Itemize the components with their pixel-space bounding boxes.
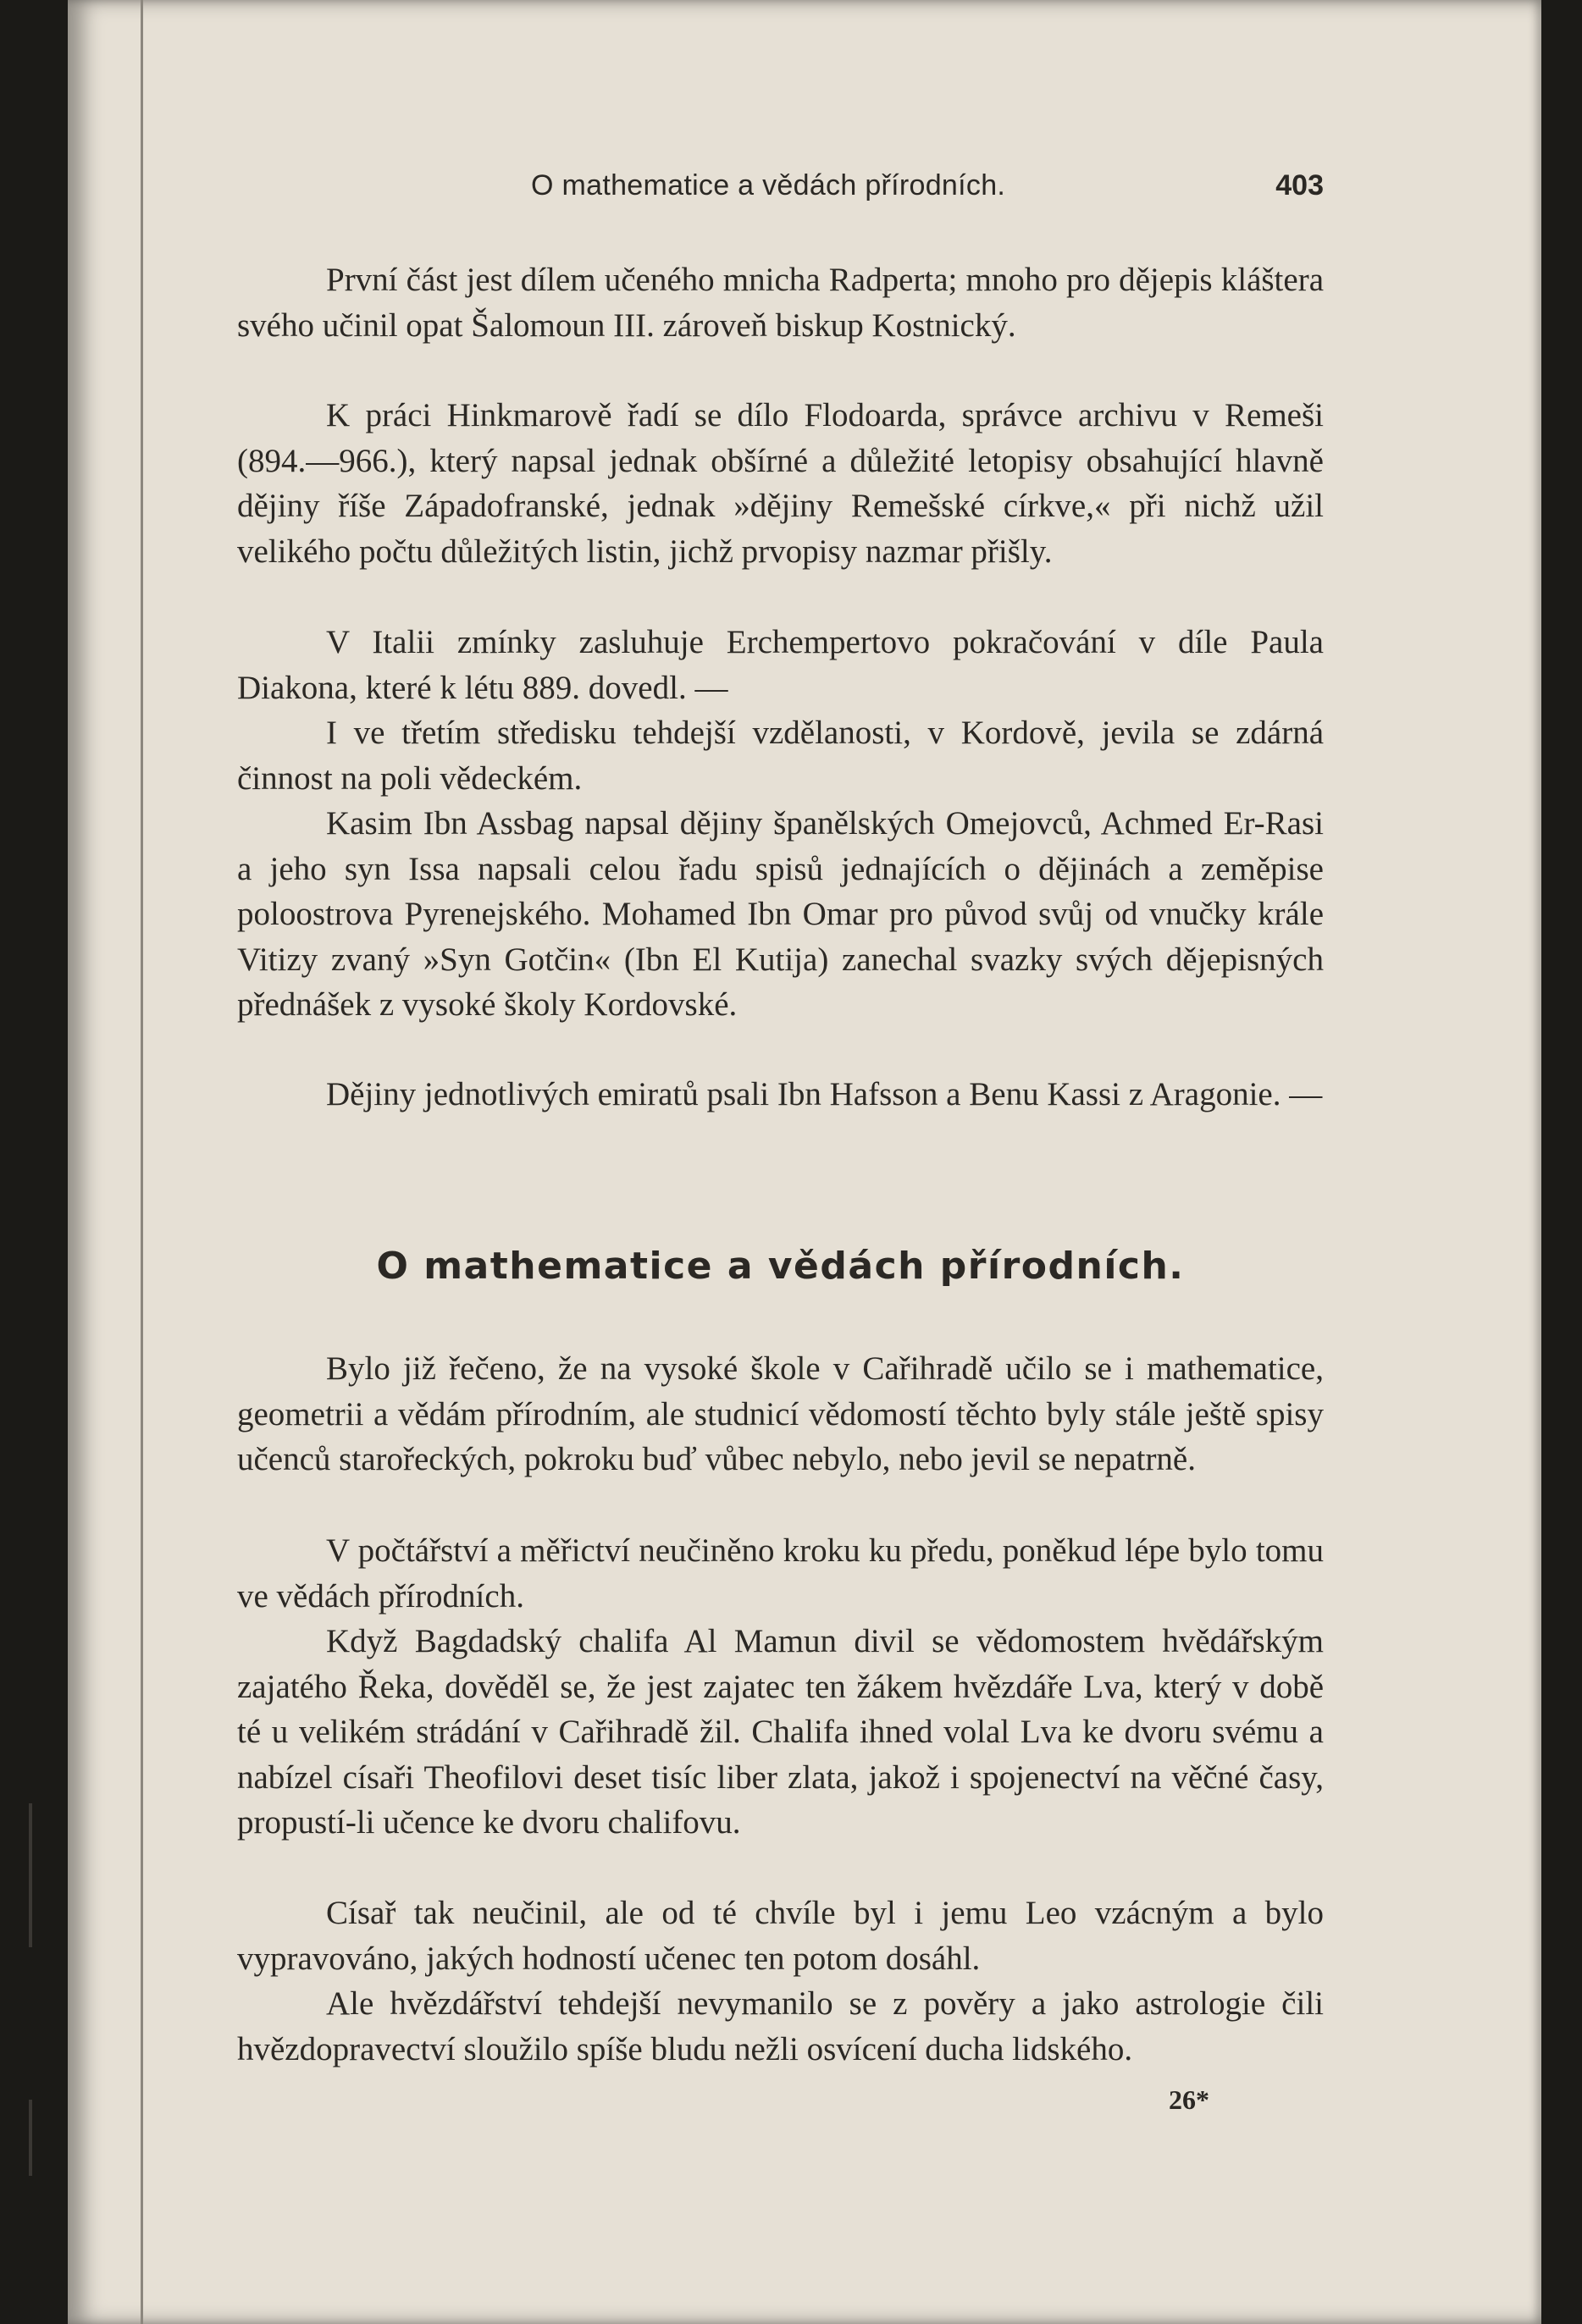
paragraph: Ale hvězdářství tehdejší nevymanilo se z pověry a jako astrologie čili hvězdopravectví sloužilo spíše bludu nežli osvícení ducha lidského. [237, 1985, 1324, 2067]
signature-mark: 26* [1169, 2084, 1209, 2115]
running-title: O mathematice a vědách přírodních. [531, 169, 1006, 201]
paragraph: V Italii zmínky zasluhuje Erchempertovo pokračování v díle Paula Diakona, které k létu 889. dovedl. — [237, 624, 1324, 706]
paragraph: První část jest dílem učeného mnicha Radperta; mnoho pro dějepis kláštera svého učinil opat Šalomoun III. zároveň biskup Kostnický. [237, 262, 1324, 344]
paragraph: K práci Hinkmarově řadí se dílo Flodoarda, správce archivu v Remeši (894.—966.), který napsal jednak obšírné a důležité letopisy obsahující hlavně dějiny říše Západofranské, jednak »dějiny Remešské církve,« při nichž užil velikého počtu důležitých listin, jichž prvopisy nazmar přišly. [237, 397, 1324, 570]
binding-thread-mark [29, 2100, 32, 2176]
page-number: 403 [1275, 169, 1324, 201]
paragraph: Kasim Ibn Assbag napsal dějiny španělských Omejovců, Achmed Er-Rasi a jeho syn Issa napsali celou řadu spisů jednajících o dějinách a zeměpise poloostrova Pyrenejského. Mohamed Ibn Omar pro původ svůj od vnučky krále Vitizy zvaný »Syn Gotčin« (Ibn El Kutija) zanechal svazky svých dějepisných přednášek z vysoké školy Kordovské. [237, 805, 1324, 1023]
binding-thread-mark [29, 1803, 32, 1947]
page-fold-line [141, 0, 143, 2324]
paragraph: Bylo již řečeno, že na vysoké škole v Cařihradě učilo se i mathematice, geometrii a vědám přírodním, ale studnicí vědomostí těchto byly stále ještě spisy učenců starořeckých, pokroku buď vůbec nebylo, nebo jevil se nepatrně. [237, 1350, 1324, 1477]
running-header [237, 169, 1324, 212]
scan-edge [1541, 0, 1582, 2324]
section-heading: O mathematice a vědách přírodních. [376, 1245, 1185, 1288]
paragraph: Císař tak neučinil, ale od té chvíle byl i jemu Leo vzácným a bylo vypravováno, jakých hodností učenec ten potom dosáhl. [237, 1895, 1324, 1977]
paragraph: Když Bagdadský chalifa Al Mamun divil se vědomostem hvědářským zajatého Řeka, dověděl se, že jest zajatec ten žákem hvězdáře Lva, který v době té u velikém strádání v Cařihradě žil. Chalifa ihned volal Lva ke dvoru svému a nabízel císaři Theofilovi deset tisíc liber zlata, jakož i spojenectví na věčné časy, propustí-li učence ke dvoru chalifovu. [237, 1623, 1324, 1841]
paragraph: Dějiny jednotlivých emiratů psali Ibn Hafsson a Benu Kassi z Aragonie. — [326, 1076, 1323, 1112]
paragraph: I ve třetím středisku tehdejší vzdělanosti, v Kordově, jevila se zdárná činnost na poli vědeckém. [237, 715, 1324, 797]
paragraph: V počtářství a měřictví neučiněno kroku ku předu, poněkud lépe bylo tomu ve vědách přírodních. [237, 1532, 1324, 1615]
